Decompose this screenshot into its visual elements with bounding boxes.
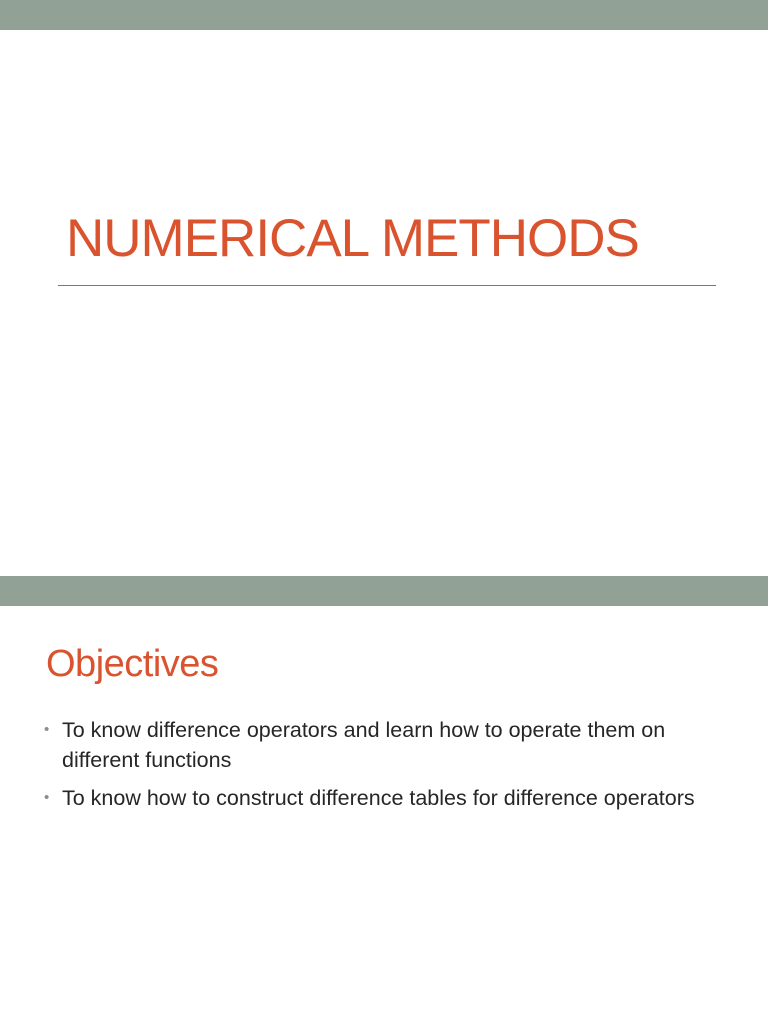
bullet-icon: • xyxy=(44,721,50,738)
title-underline xyxy=(58,285,716,286)
bullet-text: To know how to construct difference tables for difference operators xyxy=(62,786,695,810)
slide-title: NUMERICAL METHODS xyxy=(66,209,639,268)
slide-top-bar xyxy=(0,0,768,30)
list-item xyxy=(44,715,734,775)
list-item xyxy=(44,783,734,813)
bullet-icon: • xyxy=(44,789,50,806)
bullet-text: To know difference operators and learn how to operate them on different functions xyxy=(62,718,666,772)
objectives-slide xyxy=(0,576,768,1024)
objectives-list xyxy=(44,715,734,821)
slide-top-bar xyxy=(0,576,768,606)
objectives-heading: Objectives xyxy=(46,643,219,685)
